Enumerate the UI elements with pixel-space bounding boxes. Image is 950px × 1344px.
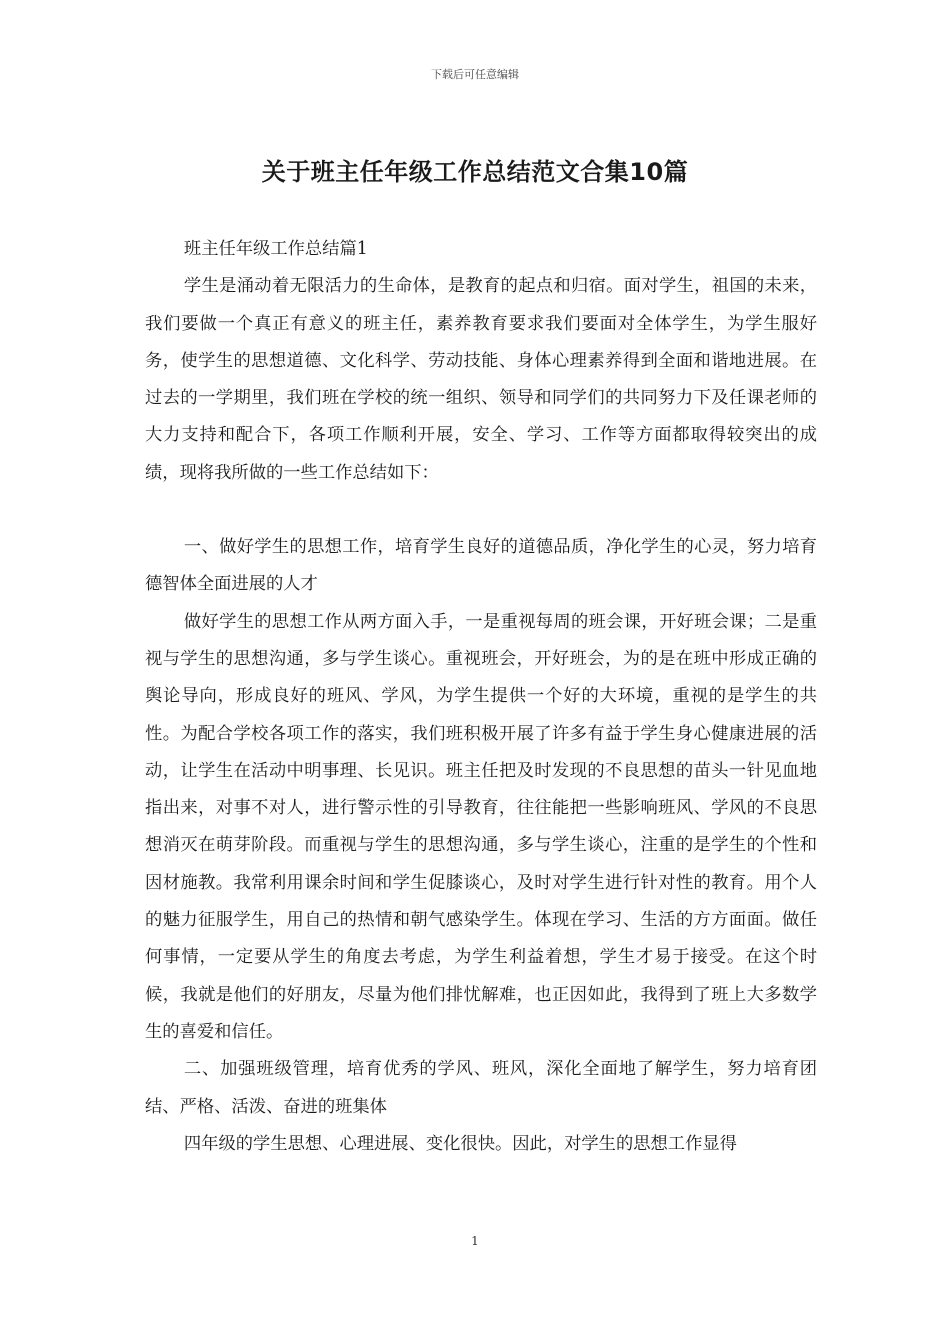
page-header-note: 下载后可任意编辑 <box>431 68 519 81</box>
body-paragraph: 学生是涌动着无限活力的生命体，是教育的起点和归宿。面对学生，祖国的未来，我们要做一个真正有意义的班主任，素养教育要求我们要面对全体学生，为学生服好务，使学生的思想道德、文化科学、劳动技能、身体心理素养得到全面和谐地进展。在过去的一学期里，我们班在学校的统一组织、领导和同学们的共同努力下及任课老师的大力支持和配合下，各项工作顺利开展，安全、学习、工作等方面都取得较突出的成绩，现将我所做的一些工作总结如下： <box>145 276 817 483</box>
document-title: 关于班主任年级工作总结范文合集10篇 <box>261 158 689 186</box>
page-number: 1 <box>471 1234 479 1248</box>
body-paragraph: 做好学生的思想工作从两方面入手，一是重视每周的班会课，开好班会课；二是重视与学生的思想沟通，多与学生谈心。重视班会，开好班会，为的是在班中形成正确的舆论导向，形成良好的班风、学风，为学生提供一个好的大环境，重视的是学生的共性。为配合学校各项工作的落实，我们班积极开展了许多有益于学生身心健康进展的活动，让学生在活动中明事理、长见识。班主任把及时发现的不良思想的苗头一针见血地指出来，对事不对人，进行警示性的引导教育，往往能把一些影响班风、学风的不良思想消灭在萌芽阶段。而重视与学生的思想沟通，多与学生谈心，注重的是学生的个性和因材施教。我常利用课余时间和学生促膝谈心，及时对学生进行针对性的教育。用个人的魅力征服学生，用自己的热情和朝气感染学生。体现在学习、生活的方方面面。做任何事情，一定要从学生的角度去考虑，为学生利益着想，学生才易于接受。在这个时候，我就是他们的好朋友，尽量为他们排忧解难，也正因如此，我得到了班上大多数学生的喜爱和信任。 <box>145 611 817 1042</box>
body-paragraph: 四年级的学生思想、心理进展、变化很快。因此，对学生的思想工作显得 <box>183 1133 737 1154</box>
section-heading: 班主任年级工作总结篇1 <box>183 239 368 259</box>
document-body <box>145 231 817 1163</box>
sub-heading: 二、加强班级管理，培育优秀的学风、班风，深化全面地了解学生，努力培育团结、严格、活泼、奋进的班集体 <box>145 1059 817 1117</box>
sub-heading: 一、做好学生的思想工作，培育学生良好的道德品质，净化学生的心灵，努力培育德智体全面进展的人才 <box>145 537 817 595</box>
